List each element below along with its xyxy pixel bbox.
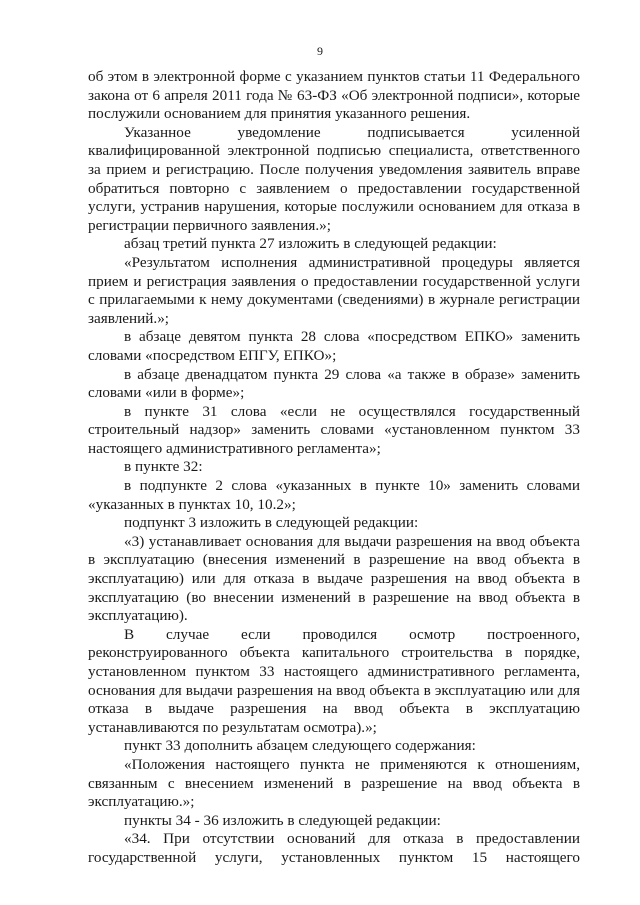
paragraph-result-quote: «Результатом исполнения административной процедуры является прием и регистрация заявления о предоставлении государственной услуги с прилагаемыми к нему документами (сведениями) в журнале регистрации заявлений.»; xyxy=(88,253,580,327)
paragraph-amend-33: пункт 33 дополнить абзацем следующего содержания: xyxy=(124,737,476,755)
paragraph-amend-33-quote: «Положения настоящего пункта не применяются к отношениям, связанным с внесением изменений в разрешение на ввод объекта в эксплуатацию.»; xyxy=(88,755,580,811)
paragraph-subpoint-3-quote: «3) устанавливает основания для выдачи разрешения на ввод объекта в эксплуатацию (внесения изменений в разрешение на ввод объекта в эксплуатацию) или для отказа в выдаче разрешения на ввод объекта в эксплуатацию (во внесении изменений в разрешение на ввод объекта в эксплуатацию). xyxy=(88,532,580,625)
paragraph-amend-32: в пункте 32: xyxy=(124,458,203,476)
paragraph-point-34: «34. При отсутствии оснований для отказа в предоставлении государственной услуги, установленных пунктом 15 настоящего xyxy=(88,830,580,866)
paragraph-amend-31: в пункте 31 слова «если не осуществлялся государственный строительный надзор» заменить словами «установленном пунктом 33 настоящего административного регламента»; xyxy=(88,402,580,457)
page-number: 9 xyxy=(317,44,323,58)
paragraph-subpoint-3: подпункт 3 изложить в следующей редакции: xyxy=(124,514,419,532)
paragraph-amend-28: в абзаце девятом пункта 28 слова «посредством ЕПКО» заменить словами «посредством ЕПГУ, ЕПКО»; xyxy=(88,328,580,364)
paragraph-amend-27: абзац третий пункта 27 изложить в следующей редакции: xyxy=(124,235,497,253)
document-body xyxy=(88,68,580,868)
paragraph-amend-34-36: пункты 34 - 36 изложить в следующей редакции: xyxy=(124,811,441,829)
paragraph-notification: Указанное уведомление подписывается усиленной квалифицированной электронной подписью специалиста, ответственного за прием и регистрацию. После получения уведомления заявитель вправе обратиться повторно с заявлением о предоставлении государственной услуги, устранив нарушения, которые послужили основанием для отказа в регистрации первичного заявления.»; xyxy=(88,123,580,234)
paragraph-subpoint-2: в подпункте 2 слова «указанных в пункте 10» заменить словами «указанных в пунктах 10, 10.2»; xyxy=(88,477,580,513)
paragraph-inspection: В случае если проводился осмотр построенного, реконструированного объекта капитального строительства в порядке, установленном пунктом 33 настоящего административного регламента, основания для выдачи разрешения на ввод объекта в эксплуатацию или для отказа в выдаче разрешения на ввод объекта в эксплуатацию устанавливаются по результатам осмотра).»; xyxy=(88,625,580,736)
paragraph-amend-29: в абзаце двенадцатом пункта 29 слова «а также в образе» заменить словами «или в форме»; xyxy=(88,365,580,402)
paragraph-continuation: об этом в электронной форме с указанием пунктов статьи 11 Федерального закона от 6 апреля 2011 года № 63-ФЗ «Об электронной подписи», которые послужили основанием для принятия указанного решения. xyxy=(88,68,580,123)
